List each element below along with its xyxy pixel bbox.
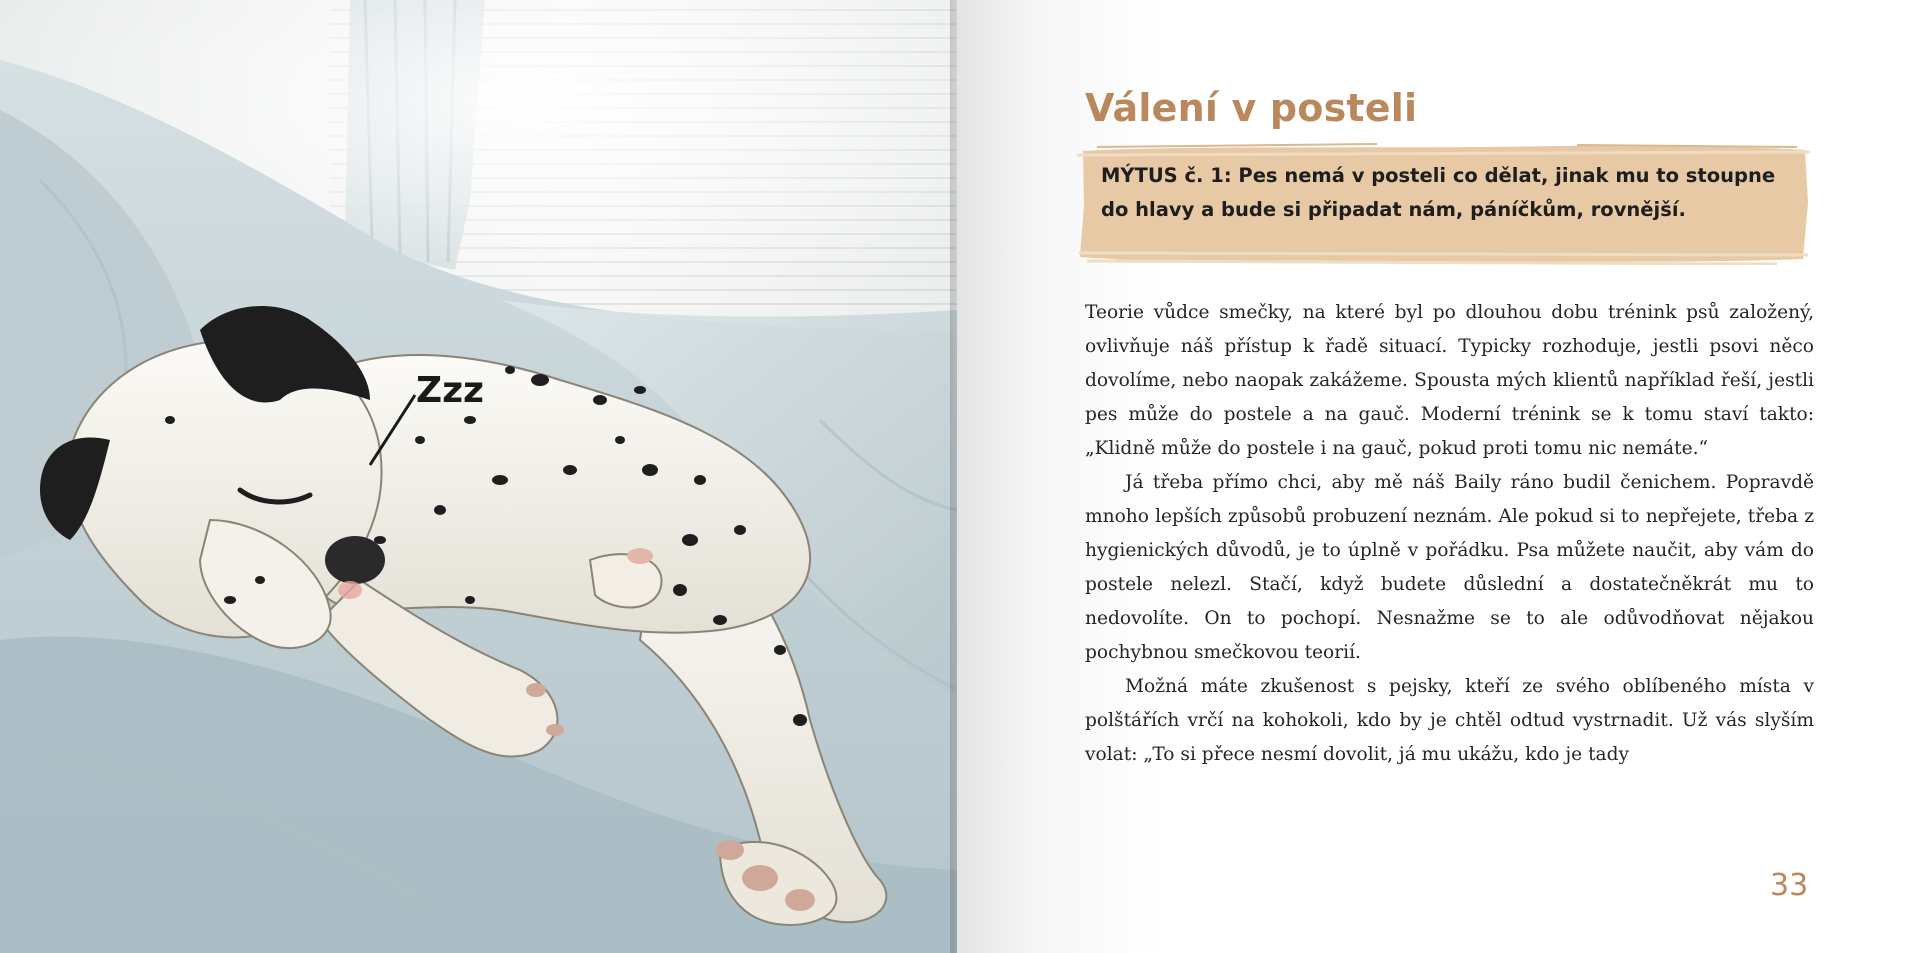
body-text bbox=[1085, 296, 1814, 772]
zzz-sleep-text: Zzz bbox=[416, 370, 485, 411]
myth-text: MÝTUS č. 1: Pes nemá v posteli co dělat, jinak mu to stoupne do hlavy a bude si připadat nám, páníčkům, rovnější. bbox=[1101, 164, 1776, 221]
paragraph: Možná máte zkušenost s pejsky, kteří ze svého oblíbeného místa v polštářích vrčí na kohokoli, kdo by je chtěl odtud vystrnadit. Už vás slyším volat: „To si přece nesmí dovolit, já mu ukážu, kdo je tady bbox=[1085, 676, 1814, 765]
paragraph: Já třeba přímo chci, aby mě náš Baily ráno budil čenichem. Popravdě mnoho lepších způsobů probuzení neznám. Ale pokud si to nepřejete, třeba z hygienických důvodů, je to úplně v pořádku. Psa můžete naučit, aby vám do postele nelezl. Stačí, když budete důslední a dostatečněkrát mu to nedovolíte. On to pochopí. Nesnažme se to ale odůvodňovat nějakou pochybnou smečkovou teorií. bbox=[1085, 472, 1814, 663]
page-number: 33 bbox=[1770, 868, 1809, 903]
paragraph: Teorie vůdce smečky, na které byl po dlouhou dobu trénink psů založený, ovlivňuje náš přístup k řadě situací. Typicky rozhoduje, jestli psovi něco dovolíme, nebo naopak zakážeme. Spousta mých klientů například řeší, jestli pes může do postele a na gauč. Moderní trénink se k tomu staví takto: „Klidně může do postele i na gauč, pokud proti tomu nic nemáte.“ bbox=[1085, 302, 1814, 459]
text-page bbox=[957, 0, 1906, 953]
myth-callout bbox=[1077, 143, 1810, 265]
chapter-title: Válení v posteli bbox=[1085, 86, 1418, 130]
